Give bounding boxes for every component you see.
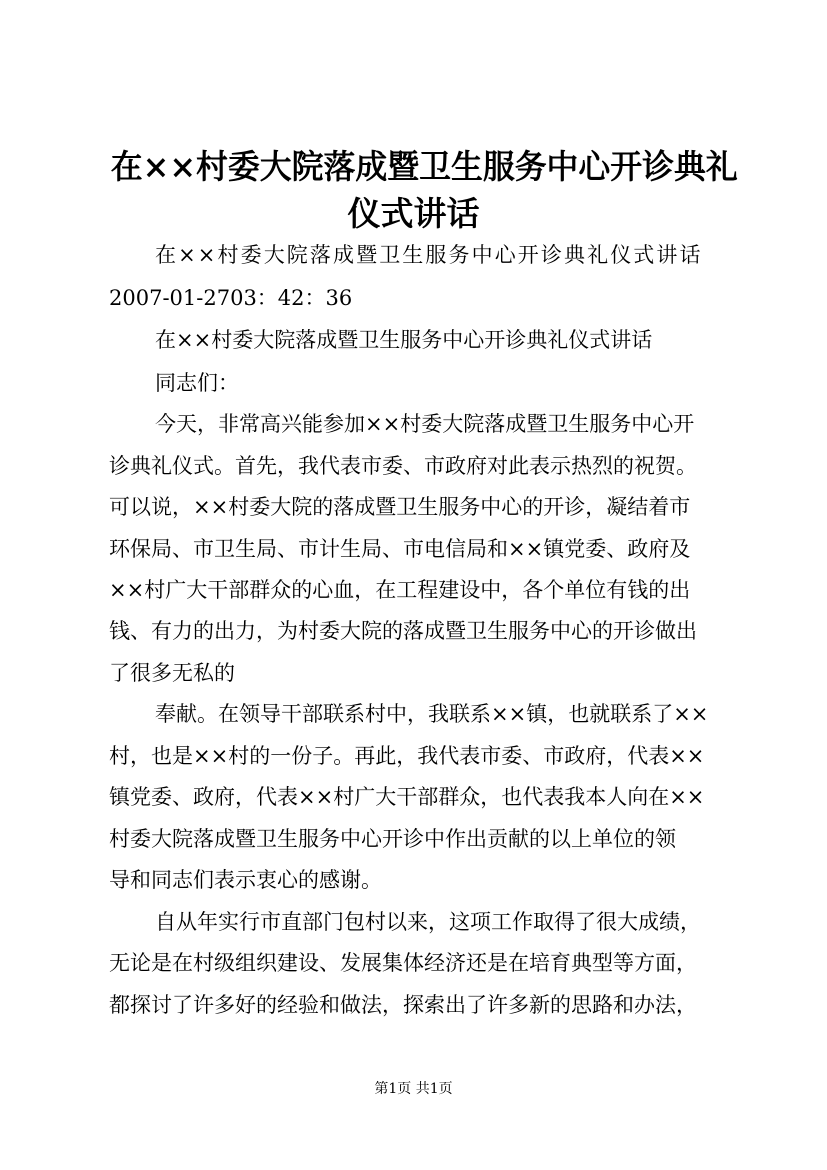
paragraph-line: 都探讨了许多好的经验和做法，探索出了许多新的思路和办法， xyxy=(109,993,697,1017)
paragraph-line: 自从年实行市直部门包村以来，这项工作取得了很大成绩， xyxy=(155,910,701,934)
paragraph-line: 奉献。在领导干部联系村中，我联系××镇，也就联系了×× xyxy=(155,702,709,726)
paragraph-line: 无论是在村级组织建设、发展集体经济还是在培育典型等方面， xyxy=(109,951,697,975)
paragraph-line: 村，也是××村的一份子。再此，我代表市委、市政府，代表×× xyxy=(109,744,705,768)
page-footer: 第1页 共1页 xyxy=(374,1081,453,1097)
paragraph-line: 了很多无私的 xyxy=(109,661,235,685)
salutation: 同志们： xyxy=(155,371,239,395)
paragraph-line: 村委大院落成暨卫生服务中心开诊中作出贡献的以上单位的领 xyxy=(109,827,676,851)
paragraph-line: 今天，非常高兴能参加××村委大院落成暨卫生服务中心开 xyxy=(155,412,695,436)
document-title-line-2: 仪式讲话 xyxy=(347,194,480,233)
paragraph-line: 诊典礼仪式。首先，我代表市委、市政府对此表示热烈的祝贺。 xyxy=(109,454,697,478)
subtitle-heading: 在××村委大院落成暨卫生服务中心开诊典礼仪式讲话 xyxy=(155,243,703,267)
paragraph-line: 环保局、市卫生局、市计生局、市电信局和××镇党委、政府及 xyxy=(109,537,691,561)
paragraph-line: 导和同志们表示衷心的感谢。 xyxy=(109,868,382,892)
paragraph-line: ××村广大干部群众的心血，在工程建设中，各个单位有钱的出 xyxy=(109,578,691,602)
paragraph-line: 可以说，××村委大院的落成暨卫生服务中心的开诊，凝结着市 xyxy=(109,495,691,519)
paragraph-line: 镇党委、政府，代表××村广大干部群众，也代表我本人向在×× xyxy=(109,785,705,809)
timestamp: 2007-01-2703：42：36 xyxy=(109,286,353,310)
document-title-line-1: 在××村委大院落成暨卫生服务中心开诊典礼 xyxy=(110,147,738,186)
paragraph-line: 钱、有力的出力，为村委大院的落成暨卫生服务中心的开诊做出 xyxy=(109,619,697,643)
body-heading: 在××村委大院落成暨卫生服务中心开诊典礼仪式讲话 xyxy=(155,328,653,352)
